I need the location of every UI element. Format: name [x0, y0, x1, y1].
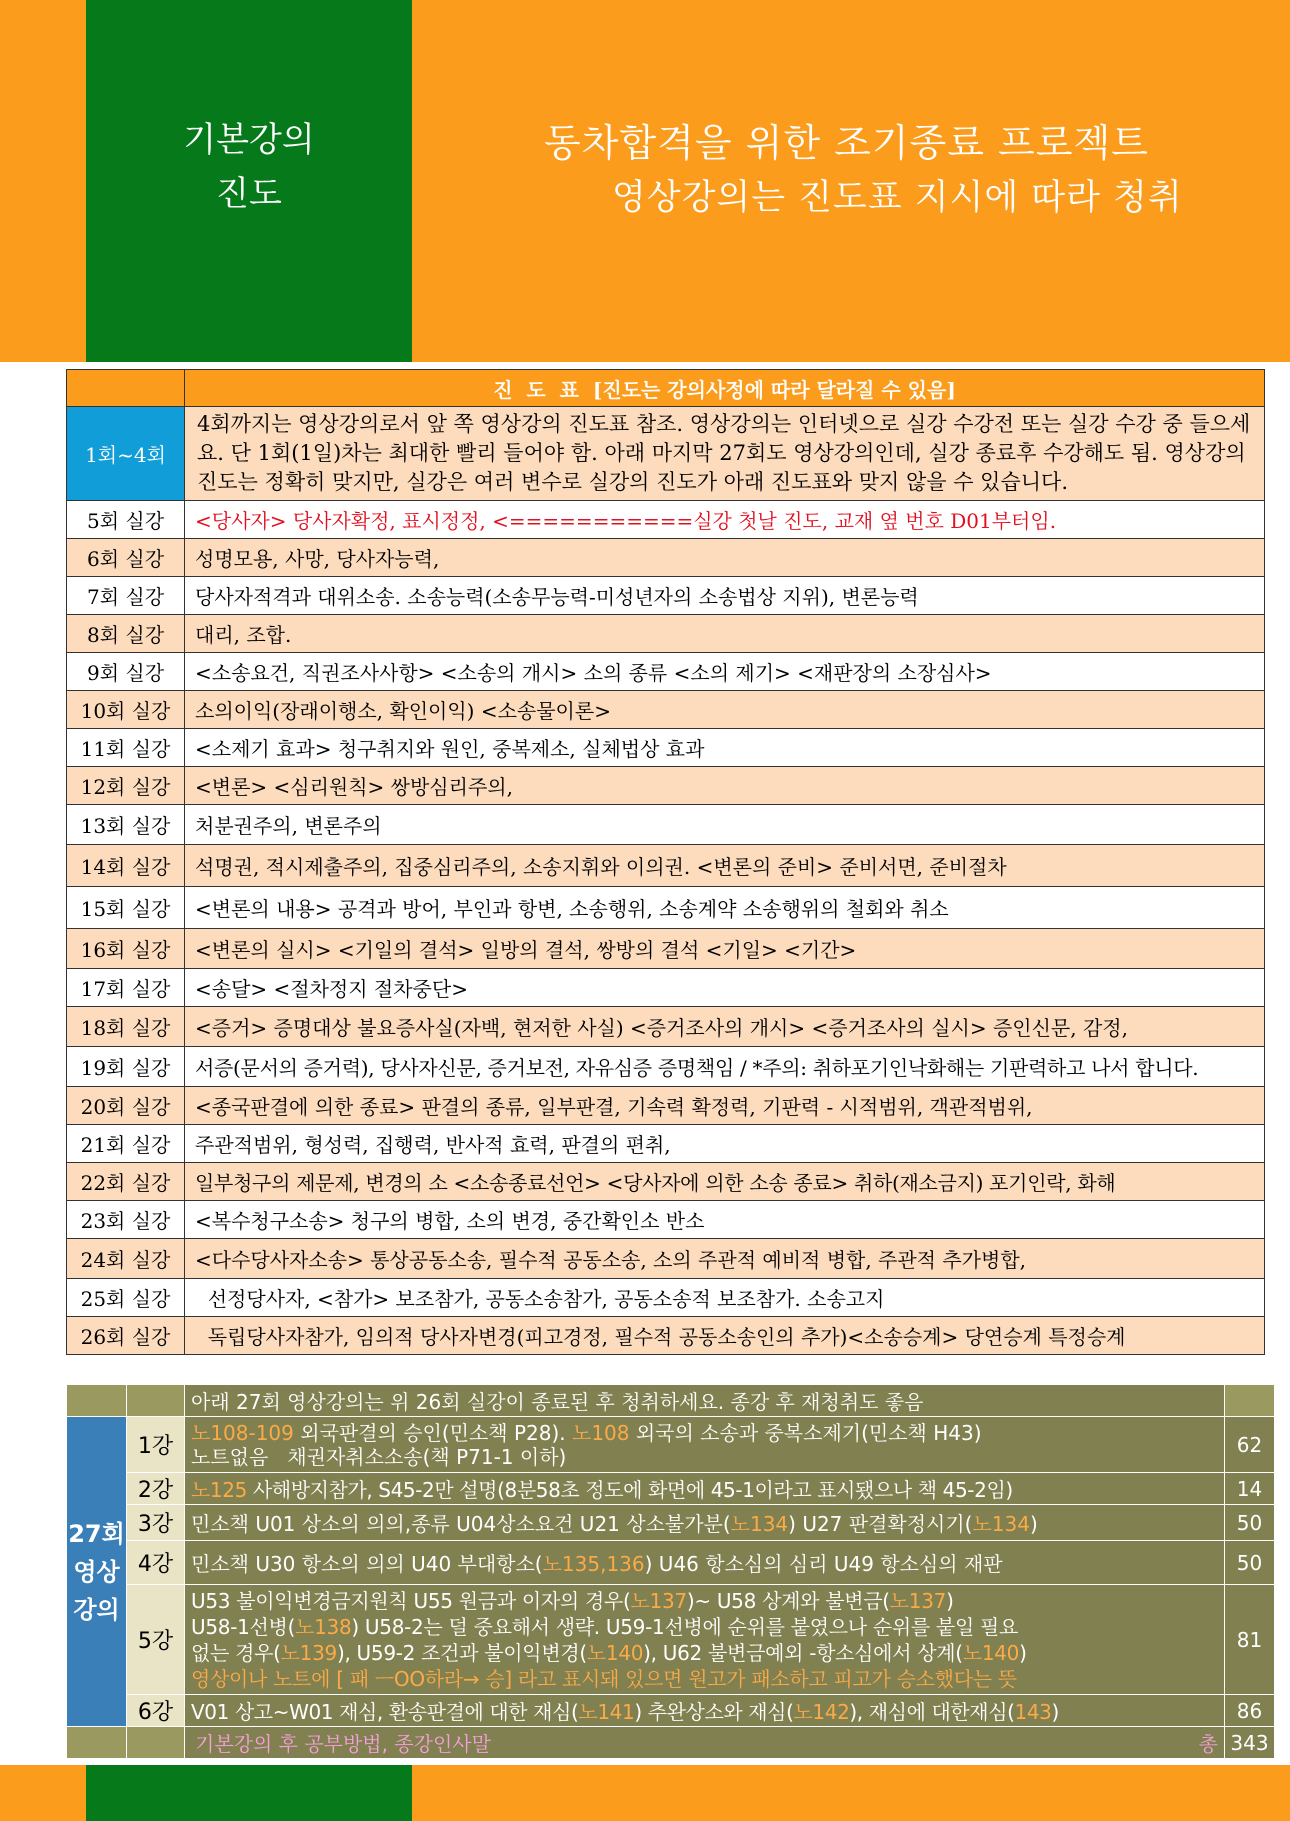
row-text: <복수청구소송> 청구의 병합, 소의 변경, 중간확인소 반소: [185, 1201, 1265, 1239]
lecture-content: 노108-109 외국판결의 승인(민소책 P28). 노108 외국의 소송과 중복소제기(민소책 H43) 노트없음 채권자취소소송(책 P71-1 이하): [185, 1417, 1225, 1473]
side-label-1: 27회: [68, 1519, 125, 1548]
row-label: 8회 실강: [67, 615, 185, 653]
row-label: 25회 실강: [67, 1279, 185, 1317]
video-note-row: [67, 1385, 1275, 1417]
row-text: 소의이익(장래이행소, 확인이익) <소송물이론>: [185, 691, 1265, 729]
schedule-row: [67, 653, 1265, 691]
lecture-row-6: [67, 1695, 1275, 1727]
row-text: <다수당사자소송> 통상공동소송, 필수적 공동소송, 소의 주관적 예비적 병합, 주관적 추가병합,: [185, 1239, 1265, 1279]
schedule-intro-row: [67, 407, 1265, 501]
schedule-title: 진 도 표 [진도는 강의사정에 따라 달라질 수 있음]: [185, 370, 1265, 407]
total-count: 343: [1225, 1727, 1275, 1759]
lecture-number: 2강: [127, 1473, 185, 1505]
row-text: 독립당사자참가, 임의적 당사자변경(피고경정, 필수적 공동소송인의 추가)<소송승계> 당연승계 특정승계: [185, 1317, 1265, 1355]
lecture-content: V01 상고~W01 재심, 환송판결에 대한 재심(노141) 추완상소와 재심(노142), 재심에 대한재심(143): [185, 1695, 1225, 1727]
lecture-count: 50: [1225, 1541, 1275, 1585]
lecture-row-4: [67, 1541, 1275, 1585]
schedule-row: [67, 539, 1265, 577]
row-label: 12회 실강: [67, 767, 185, 805]
schedule-row: [67, 729, 1265, 767]
schedule-row: [67, 501, 1265, 539]
row-text: <당사자> 당사자확정, 표시정정, <===========실강 첫날 진도, 교재 옆 번호 D01부터임.: [185, 501, 1265, 539]
side-label-3: 강의: [73, 1595, 120, 1624]
row-label: 7회 실강: [67, 577, 185, 615]
row-text: <소송요건, 직권조사사항> <소송의 개시> 소의 종류 <소의 제기> <재판장의 소장심사>: [185, 653, 1265, 691]
row-label: 26회 실강: [67, 1317, 185, 1355]
lecture-count: 81: [1225, 1585, 1275, 1695]
intro-label: 1회~4회: [67, 407, 185, 501]
row-text: <변론의 내용> 공격과 방어, 부인과 항변, 소송행위, 소송계약 소송행위의 철회와 취소: [185, 887, 1265, 929]
row-label: 20회 실강: [67, 1087, 185, 1125]
lecture-content: 민소책 U30 항소의 의의 U40 부대항소(노135,136) U46 항소심의 심리 U49 항소심의 재판: [185, 1541, 1225, 1585]
header-right-subtitle: 영상강의는 진도표 지시에 따라 청취: [612, 178, 1183, 218]
footer-banner: [0, 1765, 1290, 1821]
row-label: 18회 실강: [67, 1007, 185, 1047]
lecture-count: 86: [1225, 1695, 1275, 1727]
row-text: <종국판결에 의한 종료> 판결의 종류, 일부판결, 기속력 확정력, 기판력 - 시적범위, 객관적범위,: [185, 1087, 1265, 1125]
lecture-count: 62: [1225, 1417, 1275, 1473]
row-text: 일부청구의 제문제, 변경의 소 <소송종료선언> <당사자에 의한 소송 종료> 취하(재소금지) 포기인락, 화해: [185, 1163, 1265, 1201]
schedule-row: [67, 1239, 1265, 1279]
schedule-row: [67, 767, 1265, 805]
lecture-number: 5강: [127, 1585, 185, 1695]
row-text: 대리, 조합.: [185, 615, 1265, 653]
schedule-row: [67, 1201, 1265, 1239]
schedule-row: [67, 1007, 1265, 1047]
row-text: <변론의 실시> <기일의 결석> 일방의 결석, 쌍방의 결석 <기일> <기간>: [185, 929, 1265, 969]
row-label: 6회 실강: [67, 539, 185, 577]
row-label: 10회 실강: [67, 691, 185, 729]
video-side-label: [67, 1417, 127, 1727]
row-text: 주관적범위, 형성력, 집행력, 반사적 효력, 판결의 편취,: [185, 1125, 1265, 1163]
lecture-row-5: [67, 1585, 1275, 1695]
video-footer-row: [67, 1727, 1275, 1759]
row-label: 9회 실강: [67, 653, 185, 691]
row-label: 23회 실강: [67, 1201, 185, 1239]
intro-text: 4회까지는 영상강의로서 앞 쪽 영상강의 진도표 참조. 영상강의는 인터넷으로 실강 수강전 또는 실강 수강 중 들으세요. 단 1회(1일)차는 최대한 빨리 들어야 함. 아래 마지막 27회도 영상강의인데, 실강 종료후 수강해도 됨. 영상강의 진도는 정확히 맞지만, 실강은 여러 변수로 실강의 진도가 아래 진도표와 맞지 않을 수 있습니다.: [185, 407, 1265, 501]
row-text: <송달> <절차정지 절차중단>: [185, 969, 1265, 1007]
footer-text: 기본강의 후 공부방법, 종강인사말: [195, 1732, 491, 1756]
row-label: 16회 실강: [67, 929, 185, 969]
row-label: 17회 실강: [67, 969, 185, 1007]
video-note: 아래 27회 영상강의는 위 26회 실강이 종료된 후 청취하세요. 종강 후 재청취도 좋음: [185, 1385, 1225, 1417]
lecture-row-1: [67, 1417, 1275, 1473]
lecture-number: 6강: [127, 1695, 185, 1727]
schedule-row: [67, 615, 1265, 653]
lecture-count: 50: [1225, 1505, 1275, 1541]
video-footer: [185, 1727, 1225, 1759]
lecture-content: 노125 사해방지참가, S45-2만 설명(8분58초 정도에 화면에 45-1이라고 표시됐으나 책 45-2임): [185, 1473, 1225, 1505]
row-label: 13회 실강: [67, 805, 185, 845]
row-text: 석명권, 적시제출주의, 집중심리주의, 소송지휘와 이의권. <변론의 준비> 준비서면, 준비절차: [185, 845, 1265, 887]
schedule-row: [67, 1279, 1265, 1317]
row-text: <증거> 증명대상 불요증사실(자백, 현저한 사실) <증거조사의 개시> <증거조사의 실시> 증인신문, 감정,: [185, 1007, 1265, 1047]
row-label: 11회 실강: [67, 729, 185, 767]
row-text: 당사자적격과 대위소송. 소송능력(소송무능력-미성년자의 소송법상 지위), 변론능력: [185, 577, 1265, 615]
header-right-title: 동차합격을 위한 조기종료 프로젝트: [544, 121, 1149, 165]
schedule-row: [67, 577, 1265, 615]
lecture-number: 3강: [127, 1505, 185, 1541]
schedule-row: [67, 691, 1265, 729]
header-left-line1: 기본강의: [183, 120, 315, 160]
lecture-content: 민소책 U01 상소의 의의,종류 U04상소요건 U21 상소불가분(노134) U27 판결확정시기(노134): [185, 1505, 1225, 1541]
row-text: <소제기 효과> 청구취지와 원인, 중복제소, 실체법상 효과: [185, 729, 1265, 767]
schedule-row: [67, 1317, 1265, 1355]
schedule-row: [67, 1087, 1265, 1125]
lecture-row-3: [67, 1505, 1275, 1541]
schedule-header-row: [67, 370, 1265, 407]
video-lecture-table: [66, 1384, 1275, 1759]
row-label: 5회 실강: [67, 501, 185, 539]
row-label: 19회 실강: [67, 1047, 185, 1087]
schedule-row: [67, 845, 1265, 887]
schedule-row: [67, 1047, 1265, 1087]
schedule-row: [67, 887, 1265, 929]
row-label: 15회 실강: [67, 887, 185, 929]
row-text: 성명모용, 사망, 당사자능력,: [185, 539, 1265, 577]
row-label: 24회 실강: [67, 1239, 185, 1279]
schedule-row: [67, 1163, 1265, 1201]
row-label: 14회 실강: [67, 845, 185, 887]
schedule-row: [67, 805, 1265, 845]
lecture-count: 14: [1225, 1473, 1275, 1505]
total-label: 총: [1198, 1732, 1218, 1756]
schedule-row: [67, 1125, 1265, 1163]
lecture-content: U53 불이익변경금지원칙 U55 원금과 이자의 경우(노137)~ U58 상계와 불변금(노137) U58-1선병(노138) U58-2는 덜 중요해서 생략. U59-1선병에 순위를 붙였으나 순위를 붙일 필요 없는 경우(노139), U59-2 조건과 불이익변경(노140), U62 불변금예외 -항소심에서 상계(노140) 영상이나 노트에 [ 패 ㅡOO하라→ 승] 라고 표시돼 있으면 원고가 패소하고 피고가 승소했다는 뜻: [185, 1585, 1225, 1695]
header-left-line2: 진도: [216, 174, 282, 214]
lecture-row-2: [67, 1473, 1275, 1505]
footer-green-block: [86, 1765, 412, 1821]
row-text: 처분권주의, 변론주의: [185, 805, 1265, 845]
row-label: 21회 실강: [67, 1125, 185, 1163]
row-text: <변론> <심리원칙> 쌍방심리주의,: [185, 767, 1265, 805]
row-label: 22회 실강: [67, 1163, 185, 1201]
header-banner: [0, 0, 1290, 362]
row-text: 선정당사자, <참가> 보조참가, 공동소송참가, 공동소송적 보조참가. 소송고지: [185, 1279, 1265, 1317]
side-label-2: 영상: [73, 1557, 120, 1586]
schedule-row: [67, 929, 1265, 969]
schedule-row: [67, 969, 1265, 1007]
row-text: 서증(문서의 증거력), 당사자신문, 증거보전, 자유심증 증명책임 / *주의: 취하포기인낙화해는 기판력하고 나서 합니다.: [185, 1047, 1265, 1087]
lecture-number: 1강: [127, 1417, 185, 1473]
lecture-number: 4강: [127, 1541, 185, 1585]
schedule-table: [66, 369, 1265, 1355]
